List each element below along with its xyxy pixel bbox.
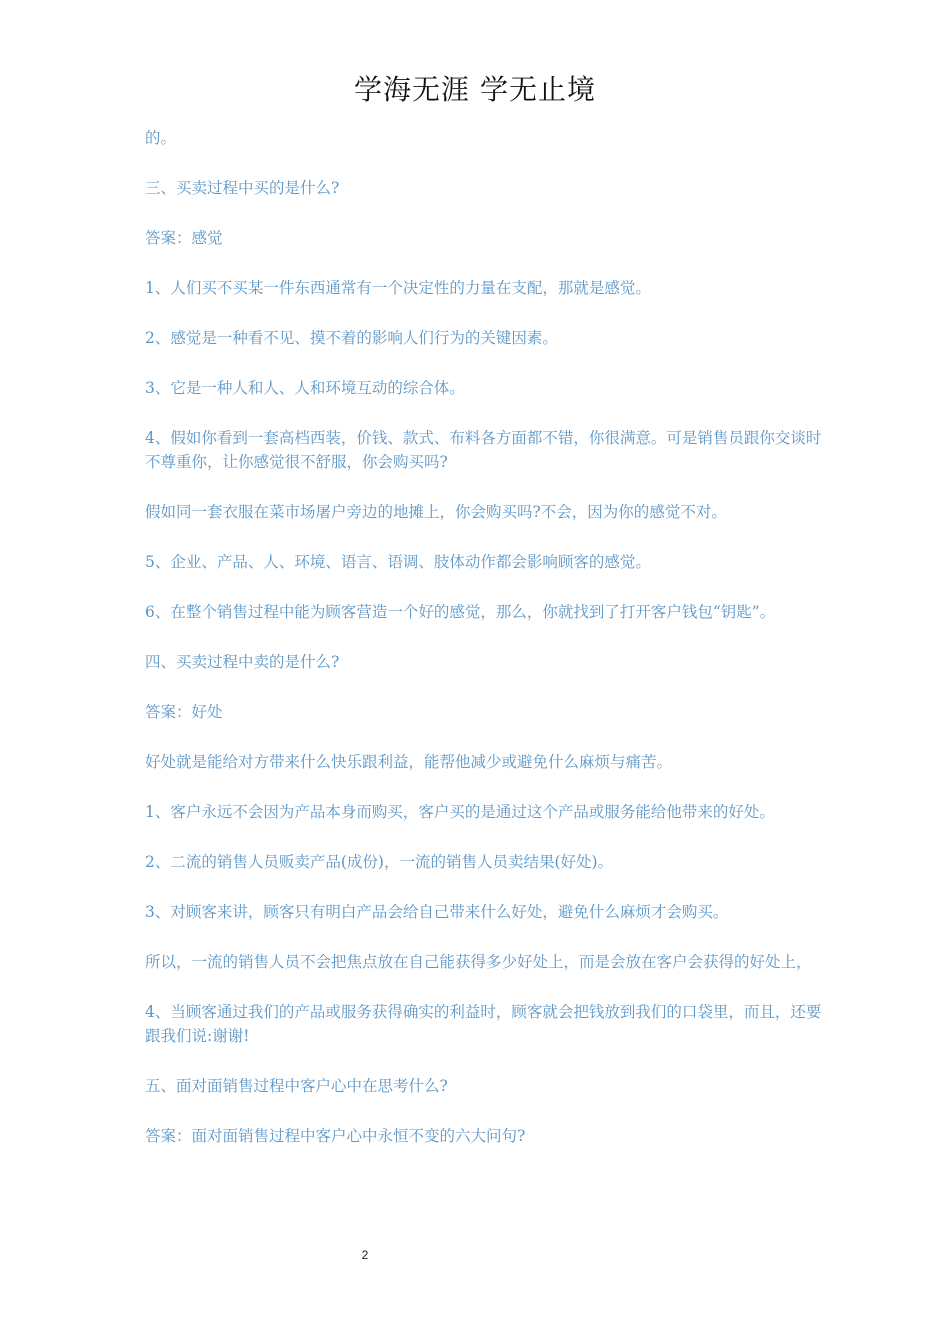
section-heading: 五、面对面销售过程中客户心中在思考什么? [145,1077,448,1095]
list-item: 5、企业、产品、人、环境、语言、语调、肢体动作都会影响顾客的感觉。 [145,553,651,571]
paragraph: 假如同一套衣服在菜市场屠户旁边的地摊上，你会购买吗?不会，因为你的感觉不对。 [145,503,727,521]
page-header-title: 学海无涯 学无止境 [354,73,596,106]
answer-line: 答案：面对面销售过程中客户心中永恒不变的六大问句? [145,1127,526,1145]
document-body [145,126,825,1174]
list-item: 1、客户永远不会因为产品本身而购买，客户买的是通过这个产品或服务能给他带来的好处。 [145,803,775,821]
list-item: 4、假如你看到一套高档西装，价钱、款式、布料各方面都不错，你很满意。可是销售员跟你交谈时不尊重你，让你感觉很不舒服，你会购买吗? [145,429,822,471]
answer-line: 答案：好处 [145,703,223,721]
paragraph: 的。 [145,129,177,147]
section-heading: 三、买卖过程中买的是什么? [145,179,340,197]
list-item: 1、人们买不买某一件东西通常有一个决定性的力量在支配，那就是感觉。 [145,279,651,297]
paragraph: 所以，一流的销售人员不会把焦点放在自己能获得多少好处上，而是会放在客户会获得的好处上， [145,953,812,971]
list-item: 4、当顾客通过我们的产品或服务获得确实的利益时，顾客就会把钱放到我们的口袋里，而且，还要跟我们说:谢谢! [145,1003,822,1045]
answer-line: 答案：感觉 [145,229,223,247]
list-item: 6、在整个销售过程中能为顾客营造一个好的感觉，那么，你就找到了打开客户钱包“钥匙”。 [145,603,776,621]
section-heading: 四、买卖过程中卖的是什么? [145,653,340,671]
list-item: 2、二流的销售人员贩卖产品(成份)，一流的销售人员卖结果(好处)。 [145,853,614,871]
paragraph: 好处就是能给对方带来什么快乐跟利益，能帮他减少或避免什么麻烦与痛苦。 [145,753,673,771]
page-number: 2 [361,1248,369,1262]
list-item: 3、它是一种人和人、人和环境互动的综合体。 [145,379,465,397]
list-item: 3、对顾客来讲，顾客只有明白产品会给自己带来什么好处，避免什么麻烦才会购买。 [145,903,729,921]
list-item: 2、感觉是一种看不见、摸不着的影响人们行为的关键因素。 [145,329,558,347]
